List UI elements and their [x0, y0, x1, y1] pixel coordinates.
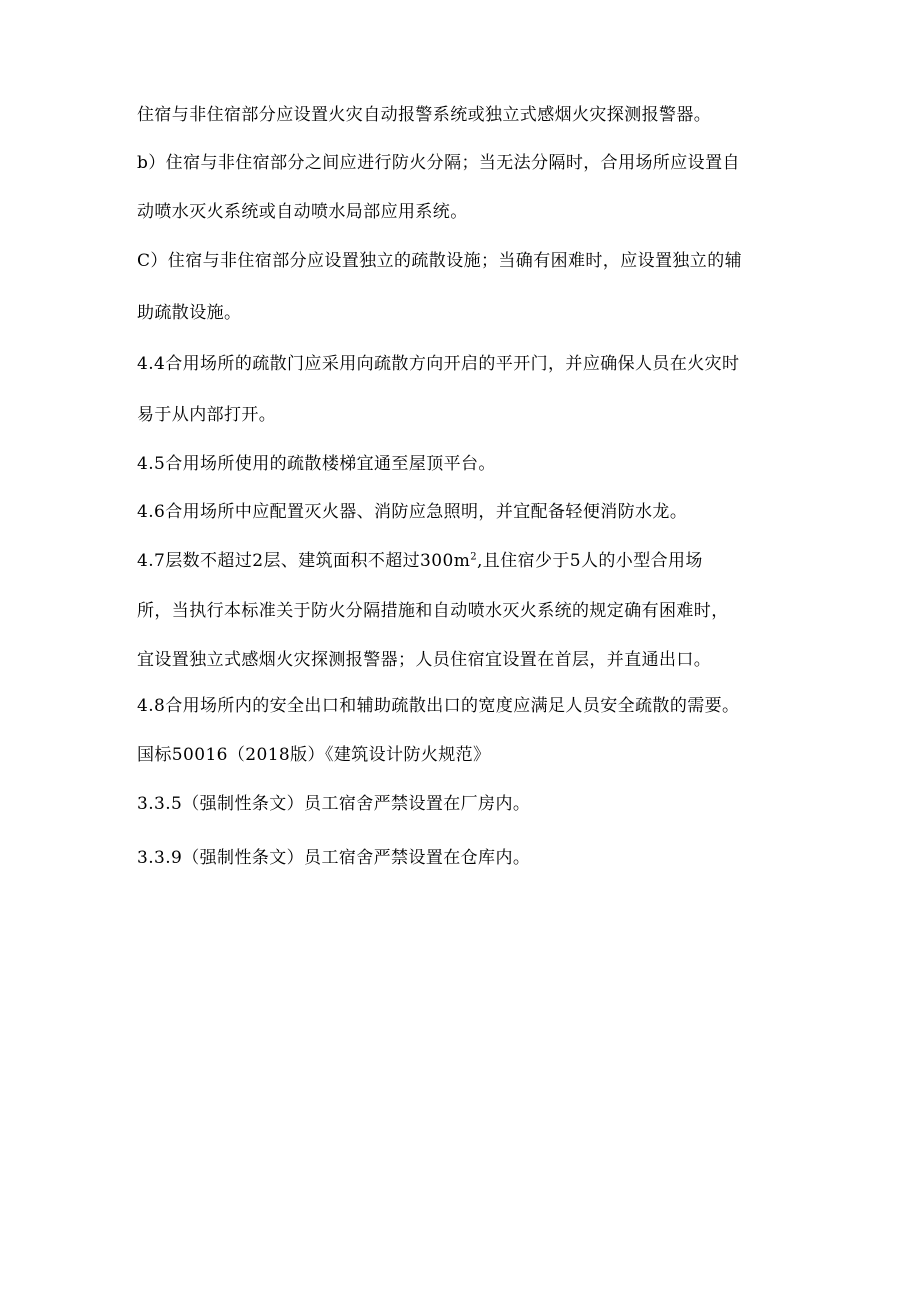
text-line: 4.6合用场所中应配置灭火器、消防应急照明，并宜配备轻便消防水龙。	[137, 502, 688, 522]
text-line: 3.3.5（强制性条文）员工宿舍严禁设置在厂房内。	[137, 794, 531, 814]
text-line: 动喷水灭火系统或自动喷水局部应用系统。	[137, 202, 468, 222]
text-line: 所，当执行本标准关于防火分隔措施和自动喷水灭火系统的规定确有困难时，	[137, 601, 729, 621]
text-line: 4.4合用场所的疏散门应采用向疏散方向开启的平开门，并应确保人员在火灾时	[137, 354, 740, 374]
text-line: 4.5合用场所使用的疏散楼梯宜通至屋顶平台。	[137, 454, 496, 474]
text-line: 国标50016（2018版）《建筑设计防火规范》	[137, 745, 491, 765]
text-line: 4.8合用场所内的安全出口和辅助疏散出口的宽度应满足人员安全疏散的需要。	[137, 696, 740, 716]
text-line: C）住宿与非住宿部分应设置独立的疏散设施；当确有困难时，应设置独立的辅	[137, 251, 743, 271]
superscript: 2	[470, 551, 477, 563]
text-line	[137, 550, 703, 572]
text-line: 易于从内部打开。	[137, 405, 277, 425]
text-line: 宜设置独立式感烟火灾探测报警器；人员住宿宜设置在首层，并直通出口。	[137, 650, 712, 670]
text-line: 助疏散设施。	[137, 303, 242, 323]
text-segment: ,且住宿少于5人的小型合用场	[476, 551, 703, 571]
text-segment: 4.7层数不超过2层、建筑面积不超过300m	[137, 551, 471, 571]
text-line: 3.3.9（强制性条文）员工宿舍严禁设置在仓库内。	[137, 848, 531, 868]
text-line: 住宿与非住宿部分应设置火灾自动报警系统或独立式感烟火灾探测报警器。	[137, 105, 712, 125]
text-line: b）住宿与非住宿部分之间应进行防火分隔；当无法分隔时，合用场所应设置自	[137, 153, 740, 173]
